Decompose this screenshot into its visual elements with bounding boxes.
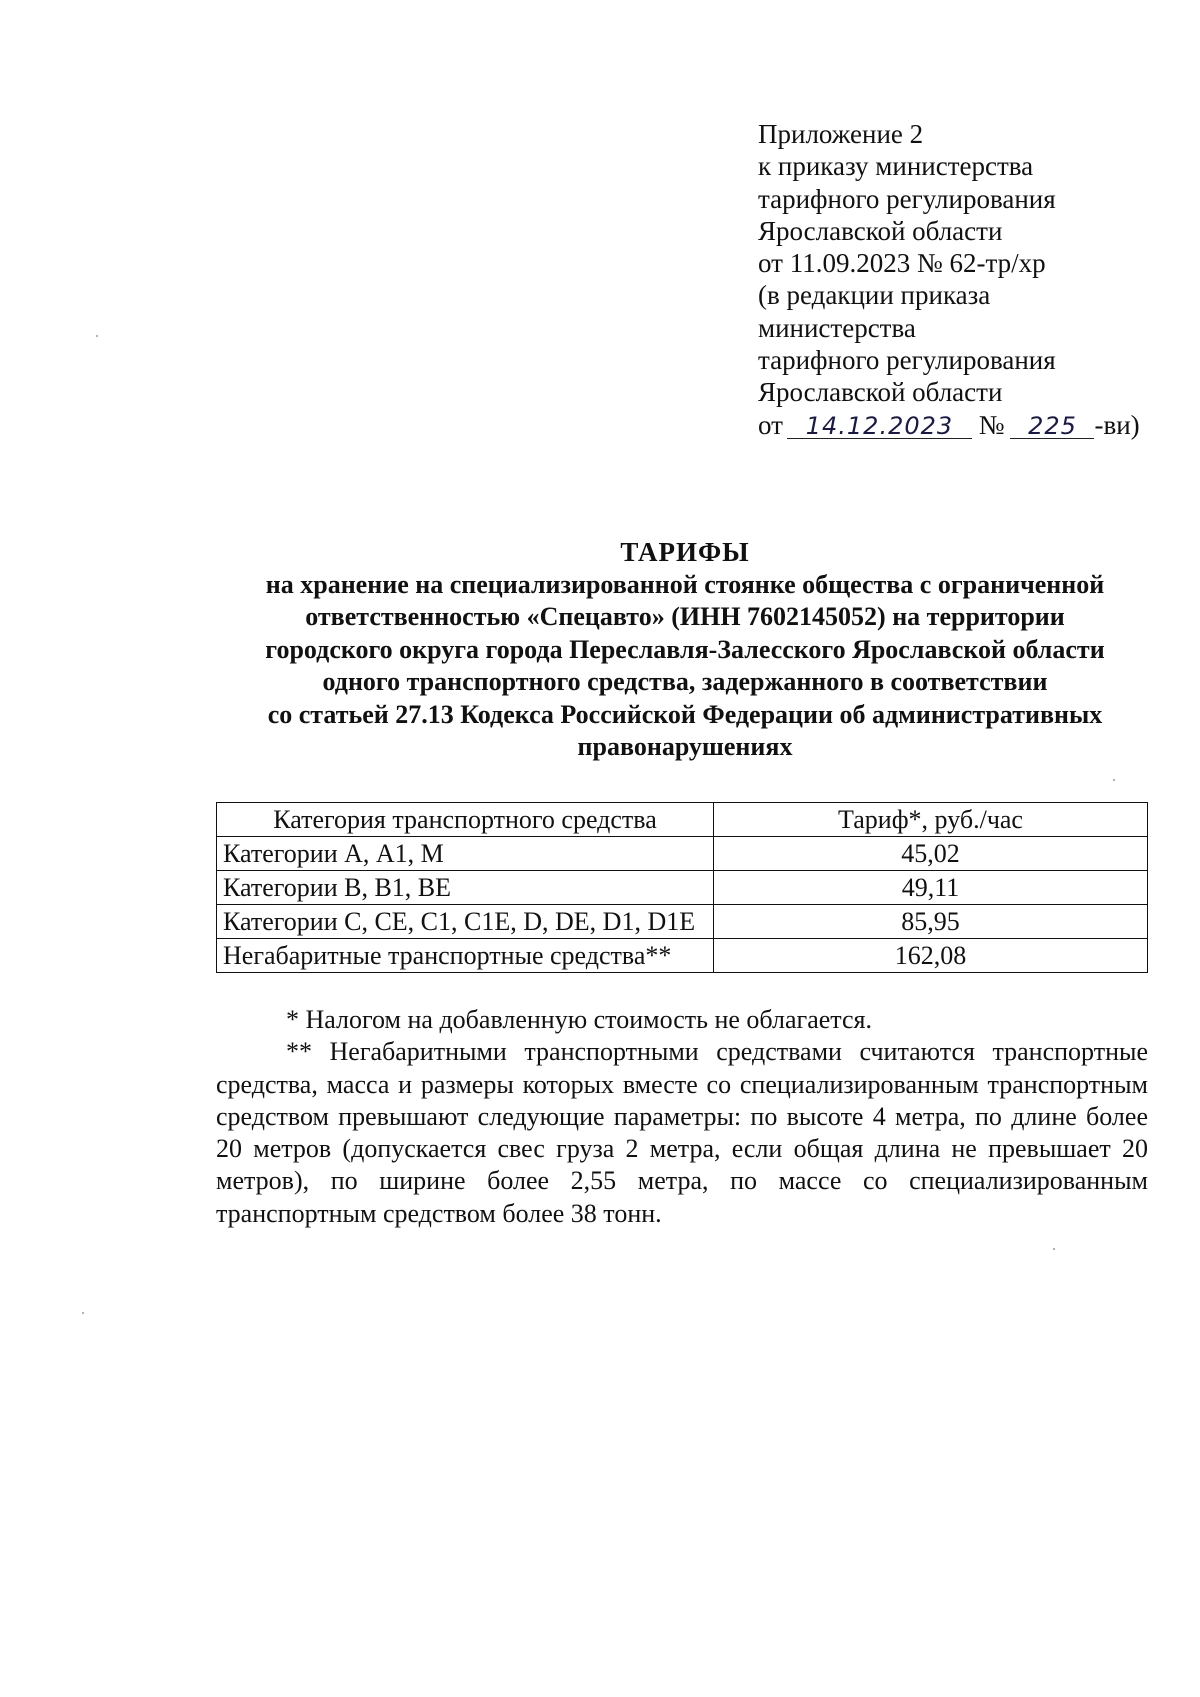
tariff-cell: 49,11 <box>714 871 1148 905</box>
title-line: одного транспортного средства, задержанного в соответствии <box>322 667 1048 696</box>
category-cell: Категории А, А1, М <box>217 837 714 871</box>
tariff-cell: 162,08 <box>714 939 1148 973</box>
title-line: на хранение на специализированной стоянке общества с ограниченной <box>265 569 1105 599</box>
category-cell: Категории С, СЕ, С1, С1Е, D, DE, D1, D1E <box>217 905 714 939</box>
header-tariff: Тариф*, руб./час <box>714 803 1148 837</box>
appendix-line: тарифного регулирования <box>758 183 1056 214</box>
title-line: городского округа города Переславля-Залесского Ярославской области <box>265 634 1105 664</box>
scan-speck <box>82 1312 84 1314</box>
scan-speck <box>96 335 98 337</box>
appendix-line: тарифного регулирования <box>758 345 1056 376</box>
footnote-oversized: ** Негабаритными транспортными средствами считаются транспортные средства, масса и размеры которых вместе со специализированным транспортным средством превышают следующие параметры: по высоте 4 метра, по длине более 20 метров (допускается свес груза 2 метра, если общая длина не превышает 20 метров), по ширине более 2,55 метра, по массе со специализированным транспортным средством более 38 тонн. <box>216 1037 1148 1228</box>
appendix-line: от 11.09.2023 № 62-тр/хр <box>758 248 1046 279</box>
appendix-line: (в редакции приказа <box>758 280 991 311</box>
order-reference-line <box>758 409 1140 441</box>
table-row <box>217 837 1148 871</box>
title-line: со статьей 27.13 Кодекса Российской Федерации об административных <box>267 699 1103 729</box>
appendix-line: министерства <box>758 312 916 343</box>
title-line: ответственностью «Спецавто» (ИНН 7602145052) на территории <box>305 602 1065 631</box>
order-date-handwritten: 14.12.2023 <box>787 414 972 439</box>
order-suffix: -ви) <box>1094 409 1140 440</box>
appendix-line: Приложение 2 <box>758 119 924 149</box>
order-number-sign: № <box>978 409 1005 440</box>
tariff-cell: 85,95 <box>714 905 1148 939</box>
appendix-block <box>758 118 1140 441</box>
footnote-vat: * Налогом на добавленную стоимость не облагается. <box>286 1005 872 1034</box>
table-row <box>217 871 1148 905</box>
appendix-line: к приказу министерства <box>758 151 1034 182</box>
footnotes <box>216 1004 1148 1230</box>
appendix-line: Ярославской области <box>758 377 1003 408</box>
title-line: правонарушениях <box>577 732 793 761</box>
title-main: ТАРИФЫ <box>620 537 750 567</box>
tariff-table <box>216 802 1148 973</box>
header-category: Категория транспортного средства <box>217 803 714 837</box>
tariff-cell: 45,02 <box>714 837 1148 871</box>
document-title <box>200 536 1170 764</box>
order-number-handwritten: 225 <box>1010 414 1094 439</box>
category-cell: Категории В, В1, BE <box>217 871 714 905</box>
category-cell: Негабаритные транспортные средства** <box>217 939 714 973</box>
scan-speck <box>1053 1248 1055 1250</box>
appendix-line: Ярославской области <box>758 215 1003 246</box>
order-prefix: от <box>758 409 783 440</box>
scan-speck <box>1113 779 1115 781</box>
table-row <box>217 939 1148 973</box>
table-row <box>217 905 1148 939</box>
table-header-row <box>217 803 1148 837</box>
